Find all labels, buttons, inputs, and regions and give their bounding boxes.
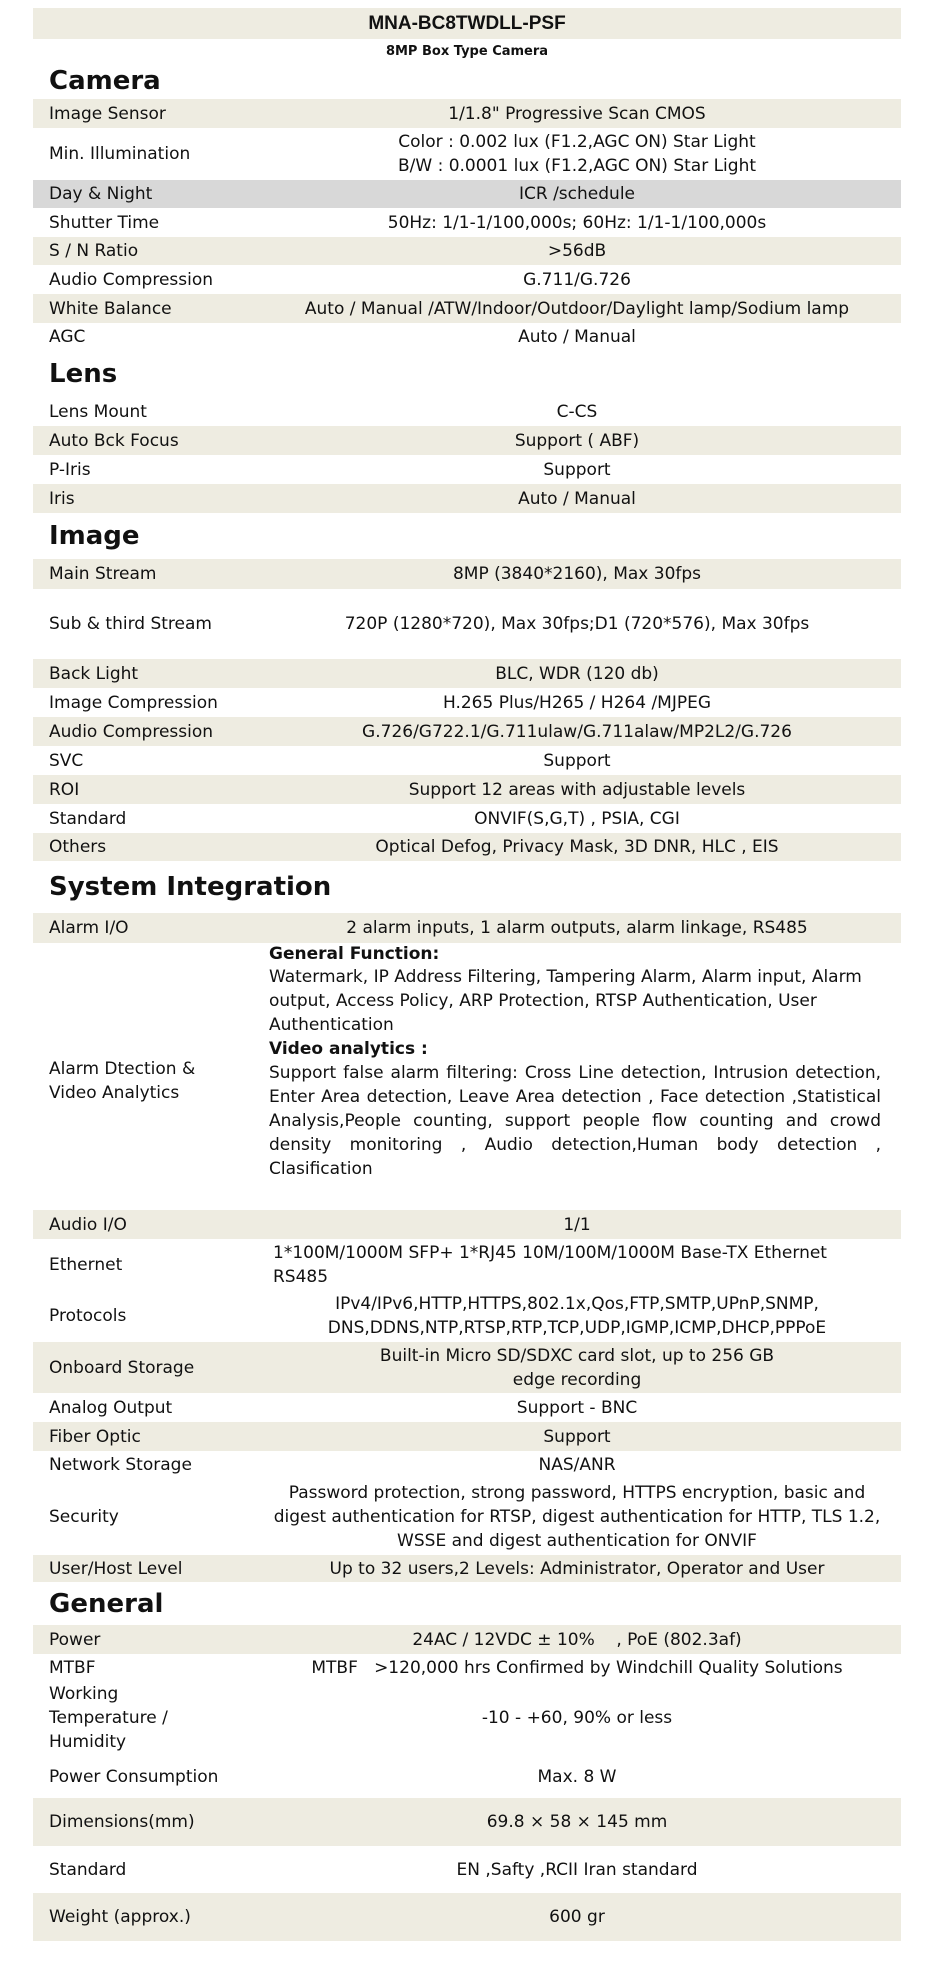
- spec-label-line: Humidity: [49, 1732, 127, 1752]
- spec-label: Sub & third Stream: [49, 614, 212, 634]
- spec-value: 50Hz: 1/1-1/100,000s; 60Hz: 1/1-1/100,000s: [387, 212, 767, 233]
- spec-label: Ethernet: [49, 1254, 123, 1275]
- video-analytics-heading: Video analytics :: [269, 1039, 428, 1059]
- spec-value: 1/1.8" Progressive Scan CMOS: [448, 103, 706, 124]
- spec-value-line: Built-in Micro SD/SDXC card slot, up to 256 GB: [379, 1345, 775, 1366]
- spec-value-line: edge recording: [512, 1369, 642, 1390]
- product-subtitle: 8MP Box Type Camera: [385, 44, 549, 59]
- spec-row: [33, 717, 901, 746]
- spec-row: [33, 484, 901, 513]
- section-general-heading: General: [49, 1588, 164, 1619]
- spec-row: [33, 913, 901, 943]
- spec-value: 600 gr: [549, 1907, 605, 1927]
- spec-row: [33, 1479, 901, 1555]
- spec-value: Max. 8 W: [537, 1766, 617, 1787]
- spec-value-line: Clasification: [269, 1159, 373, 1179]
- spec-value-line: output, Access Policy, ARP Protection, RTSP Authentication, User: [269, 991, 817, 1011]
- spec-value: BLC, WDR (120 db): [495, 663, 659, 684]
- spec-value: [269, 943, 901, 1181]
- spec-value-line: RS485: [273, 1266, 329, 1287]
- spec-label: SVC: [49, 750, 84, 771]
- spec-label-line: Working: [49, 1684, 119, 1704]
- spec-row: [33, 99, 901, 128]
- spec-label: Others: [49, 837, 107, 857]
- spec-label: Dimensions(mm): [49, 1812, 195, 1832]
- spec-label: Security: [49, 1507, 119, 1527]
- spec-label: Back Light: [49, 663, 139, 684]
- spec-row: [33, 265, 901, 294]
- spec-label: AGC: [49, 327, 86, 347]
- spec-label-line: Video Analytics: [49, 1083, 180, 1103]
- spec-value: Support: [543, 1426, 611, 1447]
- spec-row: [33, 1798, 901, 1846]
- spec-row: [33, 1625, 901, 1654]
- spec-row: [33, 208, 901, 237]
- spec-row: [33, 943, 901, 1210]
- spec-label: Lens Mount: [49, 401, 147, 422]
- spec-label: Standard: [49, 1859, 127, 1880]
- section-camera-heading: Camera: [49, 66, 161, 96]
- spec-value-line: DNS,DDNS,NTP,RTSP,RTP,TCP,UDP,IGMP,ICMP,DHCP,PPPoE: [327, 1318, 827, 1338]
- spec-row: [33, 1681, 901, 1755]
- spec-label: Standard: [49, 808, 127, 829]
- spec-label: Audio I/O: [49, 1214, 127, 1235]
- spec-row: [33, 1239, 901, 1290]
- spec-row: [33, 180, 901, 208]
- spec-label: Fiber Optic: [49, 1426, 141, 1447]
- spec-label: Audio Compression: [49, 269, 214, 290]
- spec-label: Day & Night: [49, 184, 153, 204]
- spec-label: User/Host Level: [49, 1558, 183, 1579]
- spec-row: [33, 1555, 901, 1582]
- spec-row: [33, 1342, 901, 1393]
- spec-label: Audio Compression: [49, 721, 214, 742]
- spec-label: White Balance: [49, 298, 172, 319]
- spec-label: Analog Output: [49, 1397, 173, 1418]
- spec-label: Iris: [49, 488, 75, 509]
- spec-row: [33, 294, 901, 323]
- spec-value: 1/1: [563, 1214, 591, 1235]
- spec-value: G.711/G.726: [523, 269, 631, 290]
- spec-value-line: B/W : 0.0001 lux (F1.2,AGC ON) Star Light: [397, 156, 757, 176]
- spec-value-line: IPv4/IPv6,HTTP,HTTPS,802.1x,Qos,FTP,SMTP,UPnP,SNMP,: [335, 1294, 819, 1314]
- spec-row: [33, 746, 901, 775]
- spec-value: ONVIF(S,G,T) , PSIA, CGI: [474, 808, 680, 829]
- spec-row: [33, 589, 901, 659]
- spec-label: Power Consumption: [49, 1766, 219, 1787]
- spec-row: [33, 128, 901, 180]
- spec-label: MTBF: [49, 1657, 96, 1678]
- spec-value: ICR /schedule: [518, 184, 635, 204]
- spec-value: Support 12 areas with adjustable levels: [408, 779, 746, 800]
- spec-row: [33, 1893, 901, 1941]
- spec-row: [33, 775, 901, 804]
- spec-label: Network Storage: [49, 1455, 192, 1475]
- spec-value: Support ( ABF): [514, 430, 640, 451]
- spec-value: MTBF >120,000 hrs Confirmed by Windchill Quality Solutions: [311, 1657, 843, 1678]
- spec-row: [33, 1846, 901, 1893]
- spec-value-line: density monitoring , Audio detection,Human body detection ,: [269, 1135, 881, 1155]
- spec-label: Image Sensor: [49, 103, 166, 124]
- spec-label: Protocols: [49, 1306, 127, 1326]
- spec-row: [33, 833, 901, 861]
- spec-row: [33, 323, 901, 351]
- spec-value: 720P (1280*720), Max 30fps;D1 (720*576), Max 30fps: [344, 614, 810, 634]
- spec-row: [33, 1422, 901, 1451]
- spec-value: EN ,Safty ,RCII Iran standard: [456, 1859, 698, 1880]
- section-lens-heading: Lens: [49, 359, 118, 389]
- spec-row: [33, 1654, 901, 1681]
- product-title: MNA-BC8TWDLL-PSF: [33, 8, 901, 39]
- spec-label: Alarm I/O: [49, 918, 129, 938]
- spec-value: NAS/ANR: [538, 1455, 616, 1475]
- spec-sheet: [33, 8, 901, 1941]
- spec-value: Auto / Manual /ATW/Indoor/Outdoor/Daylight lamp/Sodium lamp: [304, 298, 850, 319]
- spec-value-line: Support false alarm filtering: Cross Line detection, Intrusion detection,: [269, 1063, 881, 1083]
- spec-row: [33, 559, 901, 589]
- spec-row: [33, 659, 901, 688]
- spec-label: Onboard Storage: [49, 1357, 195, 1378]
- spec-value: 2 alarm inputs, 1 alarm outputs, alarm linkage, RS485: [346, 918, 808, 938]
- spec-value: Auto / Manual: [518, 327, 636, 347]
- spec-label: P-Iris: [49, 459, 91, 480]
- spec-value-line: WSSE and digest authentication for ONVIF: [397, 1531, 757, 1551]
- spec-label: Shutter Time: [49, 212, 160, 233]
- spec-value: 8MP (3840*2160), Max 30fps: [452, 564, 702, 584]
- spec-row: [33, 426, 901, 455]
- spec-value: [269, 1292, 901, 1340]
- spec-row: [33, 237, 901, 265]
- spec-label: Image Compression: [49, 692, 218, 713]
- spec-label-line: Temperature /: [49, 1708, 168, 1728]
- spec-value: >56dB: [547, 241, 607, 261]
- section-image-heading: Image: [49, 521, 140, 551]
- spec-value: 69.8 × 58 × 145 mm: [486, 1812, 668, 1832]
- spec-value-line: Analysis,People counting, support people flow counting and crowd: [269, 1111, 881, 1131]
- section-system-heading: System Integration: [49, 872, 332, 902]
- spec-row: [33, 688, 901, 717]
- spec-value-line: 1*100M/1000M SFP+ 1*RJ45 10M/100M/1000M Base-TX Ethernet: [273, 1242, 827, 1263]
- spec-label-line: Alarm Dtection &: [49, 1059, 196, 1079]
- spec-value: C-CS: [556, 401, 598, 422]
- general-function-heading: General Function:: [269, 944, 440, 964]
- spec-value: H.265 Plus/H265 / H264 /MJPEG: [442, 692, 712, 713]
- spec-value: [269, 1481, 901, 1553]
- spec-row: [33, 1210, 901, 1239]
- spec-value: Support: [543, 459, 611, 480]
- spec-value: G.726/G722.1/G.711ulaw/G.711alaw/MP2L2/G.726: [362, 721, 792, 742]
- spec-row: [33, 804, 901, 833]
- spec-label: Power: [49, 1629, 101, 1650]
- spec-value: Support: [543, 750, 611, 771]
- spec-value: Up to 32 users,2 Levels: Administrator, Operator and User: [329, 1558, 825, 1579]
- spec-label: ROI: [49, 779, 80, 800]
- spec-label: Weight (approx.): [49, 1907, 191, 1927]
- spec-value: [269, 1344, 901, 1392]
- spec-label: Auto Bck Focus: [49, 430, 179, 451]
- spec-row: [33, 1290, 901, 1342]
- spec-value-line: Watermark, IP Address Filtering, Tampering Alarm, Alarm input, Alarm: [269, 967, 862, 987]
- spec-label: [33, 1682, 269, 1754]
- spec-value-line: Authentication: [269, 1015, 394, 1035]
- spec-label: Min. Illumination: [49, 144, 191, 164]
- spec-label: S / N Ratio: [49, 241, 139, 261]
- spec-value-line: Enter Area detection, Leave Area detection , Face detection ,Statistical: [269, 1087, 881, 1107]
- spec-value: [269, 130, 901, 178]
- spec-value-line: digest authentication for RTSP, digest authentication for HTTP, TLS 1.2,: [273, 1507, 881, 1527]
- spec-row: [33, 1451, 901, 1479]
- spec-value-line: Color : 0.002 lux (F1.2,AGC ON) Star Light: [398, 132, 756, 152]
- spec-value: -10 - +60, 90% or less: [481, 1708, 673, 1728]
- spec-row: [33, 397, 901, 426]
- spec-value: Optical Defog, Privacy Mask, 3D DNR, HLC , EIS: [375, 837, 779, 857]
- spec-row: [33, 455, 901, 484]
- spec-label: [33, 943, 269, 1105]
- spec-value: [269, 1241, 901, 1289]
- spec-value: Auto / Manual: [518, 488, 636, 509]
- spec-row: [33, 1755, 901, 1798]
- spec-value: Support - BNC: [516, 1397, 638, 1418]
- spec-row: [33, 1393, 901, 1422]
- spec-label: Main Stream: [49, 564, 157, 584]
- spec-value-line: Password protection, strong password, HTTPS encryption, basic and: [288, 1483, 866, 1503]
- spec-value: 24AC / 12VDC ± 10% , PoE (802.3af): [412, 1629, 742, 1650]
